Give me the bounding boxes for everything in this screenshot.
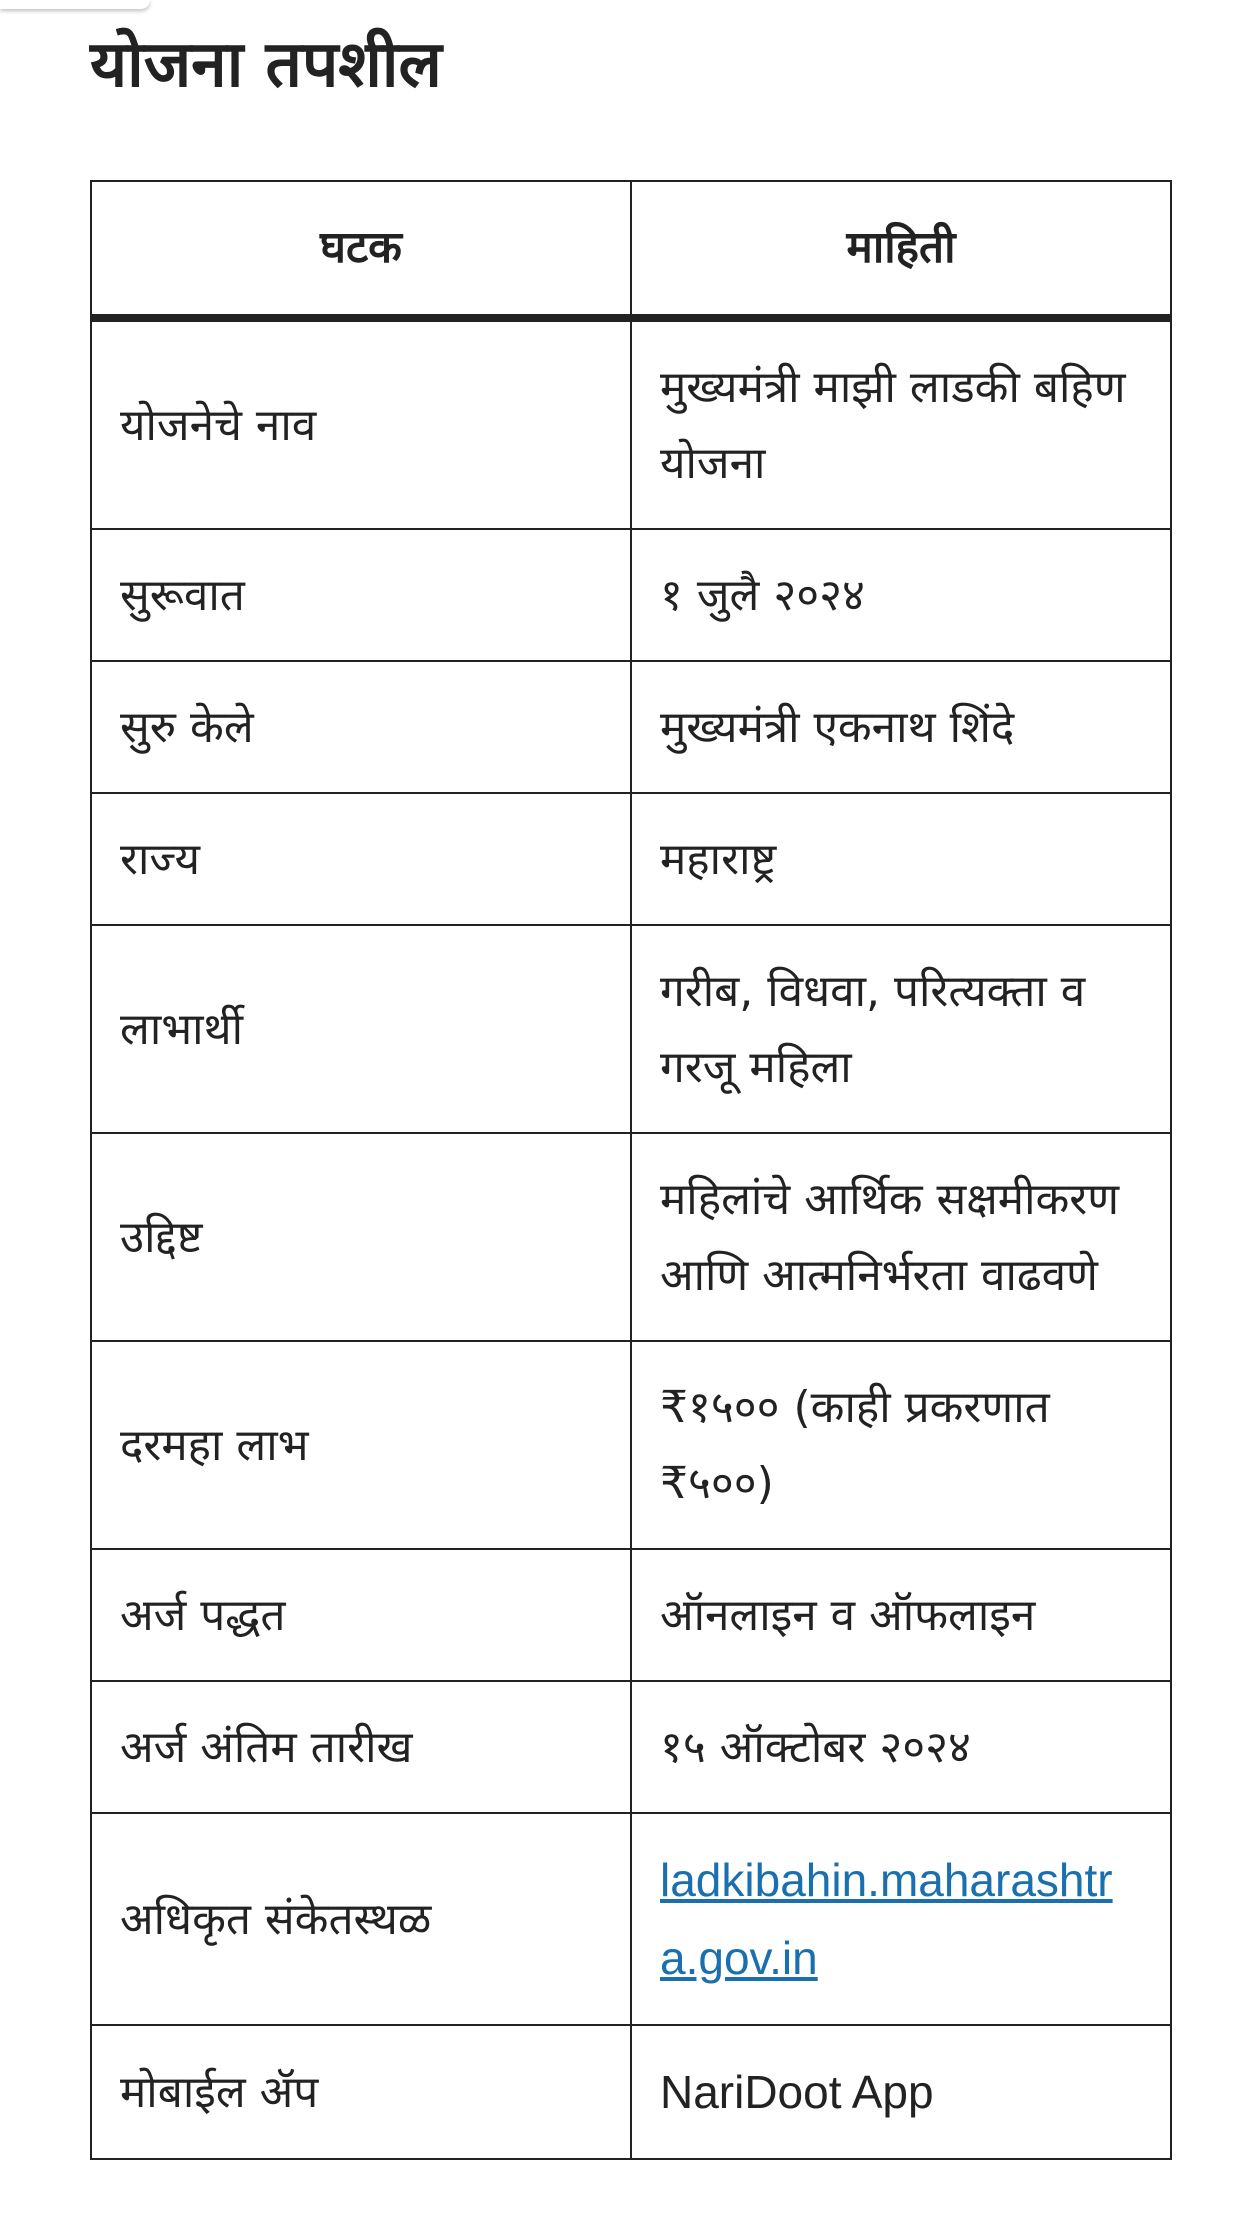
table-row	[91, 1813, 1171, 2025]
table-row	[91, 925, 1171, 1133]
row-value: महिलांचे आर्थिक सक्षमीकरण आणि आत्मनिर्भरता वाढवणे	[631, 1133, 1171, 1341]
table-row	[91, 1549, 1171, 1681]
header-information: माहिती	[631, 181, 1171, 318]
mobile-app-name: NariDoot App	[660, 2066, 934, 2118]
header-component: घटक	[91, 181, 631, 318]
official-website-link[interactable]: ladkibahin.maharashtra.gov.in	[660, 1854, 1113, 1984]
row-value: गरीब, विधवा, परित्यक्ता व गरजू महिला	[631, 925, 1171, 1133]
table-row	[91, 318, 1171, 529]
row-label: सुरूवात	[91, 529, 631, 661]
table-row	[91, 1133, 1171, 1341]
table-row	[91, 529, 1171, 661]
row-value-cell	[631, 1813, 1171, 2025]
row-value: १ जुलै २०२४	[631, 529, 1171, 661]
top-tab-edge	[0, 0, 150, 9]
row-value: मुख्यमंत्री माझी लाडकी बहिण योजना	[631, 318, 1171, 529]
row-label: दरमहा लाभ	[91, 1341, 631, 1549]
row-label: योजनेचे नाव	[91, 318, 631, 529]
row-value: मुख्यमंत्री एकनाथ शिंदे	[631, 661, 1171, 793]
page-title: योजना तपशील	[90, 28, 442, 102]
row-label: राज्य	[91, 793, 631, 925]
row-value: महाराष्ट्र	[631, 793, 1171, 925]
table-header-row	[91, 181, 1171, 318]
row-label: अधिकृत संकेतस्थळ	[91, 1813, 631, 2025]
row-label: लाभार्थी	[91, 925, 631, 1133]
row-value: ऑनलाइन व ऑफलाइन	[631, 1549, 1171, 1681]
table-row	[91, 1681, 1171, 1813]
scheme-details-table	[90, 180, 1172, 2160]
row-value: १५ ऑक्टोबर २०२४	[631, 1681, 1171, 1813]
table-row	[91, 661, 1171, 793]
row-label: मोबाईल ॲप	[91, 2025, 631, 2159]
row-value-cell	[631, 2025, 1171, 2159]
row-label: अर्ज पद्धत	[91, 1549, 631, 1681]
row-label: अर्ज अंतिम तारीख	[91, 1681, 631, 1813]
table-row	[91, 793, 1171, 925]
table-row	[91, 2025, 1171, 2159]
table-row	[91, 1341, 1171, 1549]
row-label: सुरु केले	[91, 661, 631, 793]
row-label: उद्दिष्ट	[91, 1133, 631, 1341]
row-value: ₹१५०० (काही प्रकरणात ₹५००)	[631, 1341, 1171, 1549]
